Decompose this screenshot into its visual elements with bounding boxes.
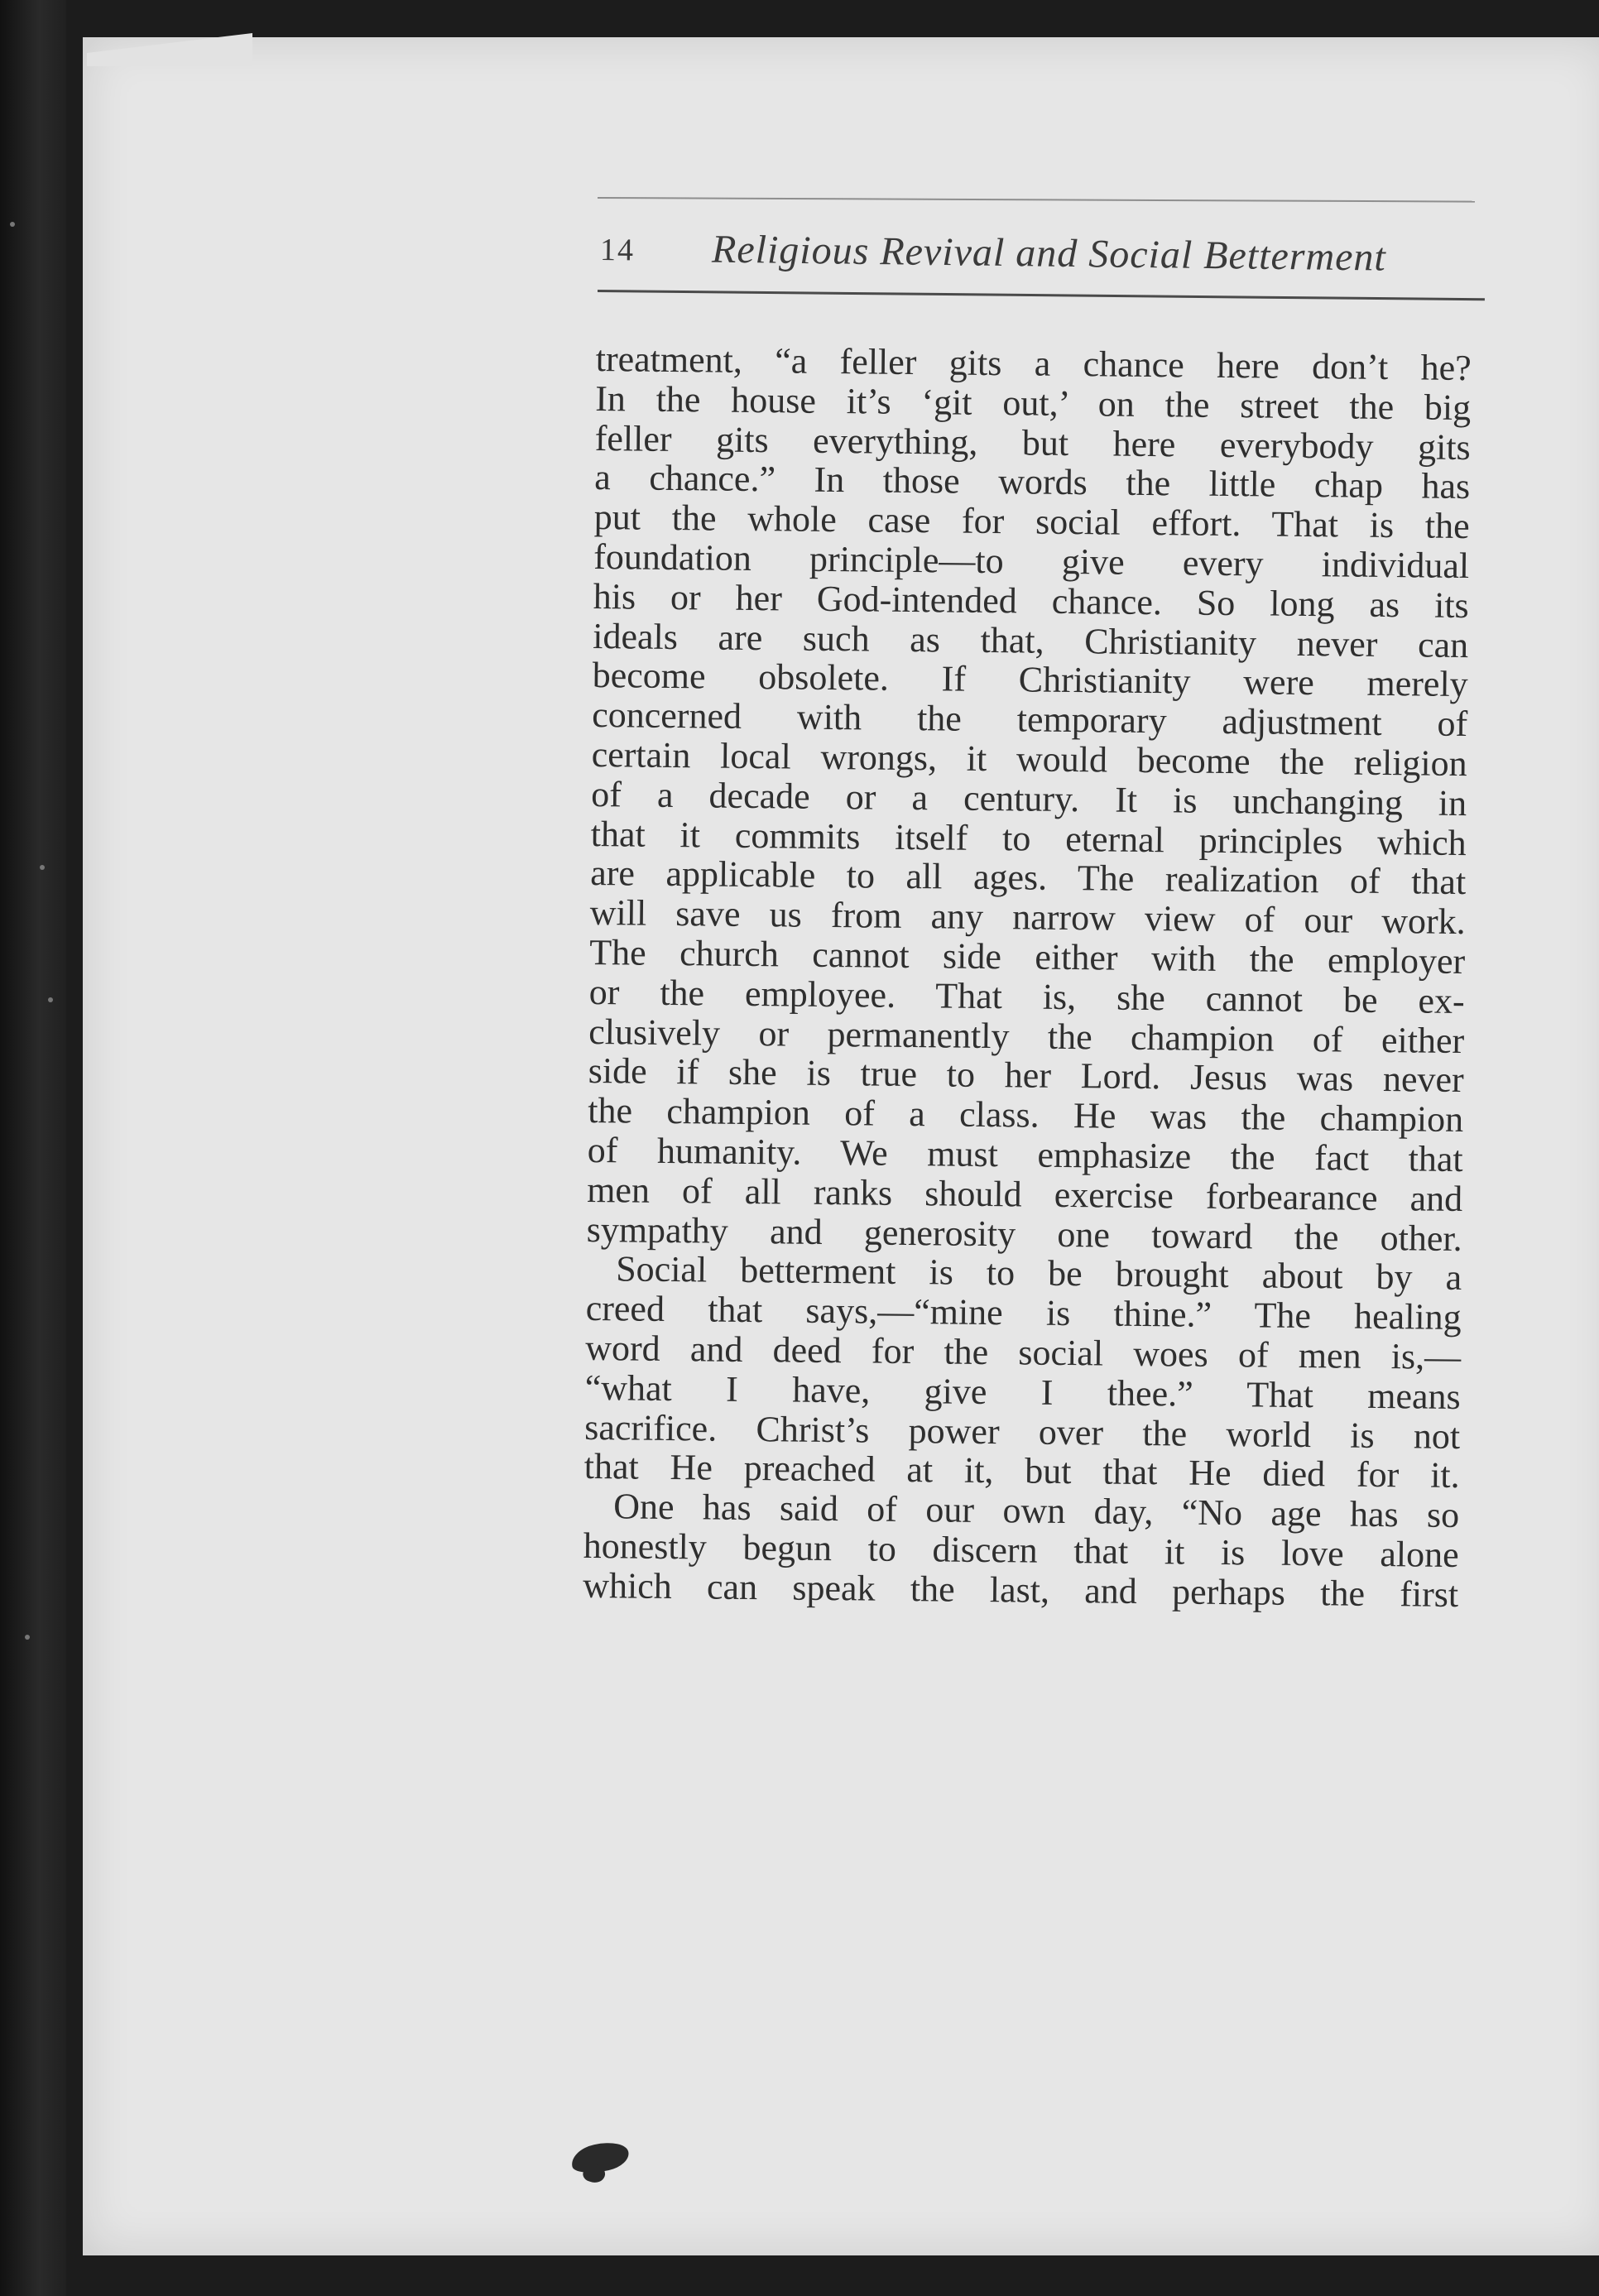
- text-line: put the whole case for social effort. That is the: [593, 497, 1470, 547]
- text-line: that He preached at it, but that He died for it.: [583, 1446, 1460, 1496]
- text-line: that it commits itself to eternal principles which: [590, 813, 1467, 863]
- text-line: word and deed for the social woes of men is,—: [584, 1327, 1462, 1377]
- text-line: clusively or permanently the champion of either: [588, 1011, 1465, 1061]
- text-line: become obsolete. If Christianity were merely: [592, 655, 1468, 705]
- text-line: concerned with the temporary adjustment of: [591, 694, 1468, 745]
- text-line: which can speak the last, and perhaps the first: [582, 1564, 1459, 1615]
- scan-speck: [40, 865, 45, 870]
- text-line: One has said of our own day, “No age has so: [612, 1486, 1460, 1536]
- body-text: [583, 339, 1472, 1614]
- text-line: Social betterment is to be brought about by a: [615, 1248, 1462, 1299]
- text-line: men of all ranks should exercise forbearance and: [586, 1169, 1463, 1219]
- running-title: Religious Revival and Social Betterment: [711, 227, 1387, 280]
- text-line: sacrifice. Christ’s power over the world is not: [583, 1406, 1461, 1457]
- text-line: feller gits everything, but here everybody gits: [594, 417, 1471, 468]
- text-line: or the employee. That is, she cannot be ex-: [588, 971, 1465, 1021]
- text-line: are applicable to all ages. The realization of that: [589, 853, 1467, 903]
- text-line: In the house it’s ‘git out,’ on the street the big: [594, 377, 1472, 428]
- page-number: 14: [599, 233, 636, 268]
- text-line: side if she is true to her Lord. Jesus was never: [588, 1050, 1464, 1101]
- text-line: sympathy and generosity one toward the other.: [586, 1208, 1462, 1259]
- text-line: creed that says,—“mine is thine.” The healing: [585, 1288, 1462, 1338]
- running-head: [600, 225, 1486, 294]
- text-line: honestly begun to discern that it is love alone: [583, 1525, 1459, 1575]
- scan-speck: [48, 997, 53, 1002]
- text-line: of humanity. We must emphasize the fact that: [587, 1129, 1463, 1179]
- text-line: the champion of a class. He was the champion: [587, 1090, 1464, 1141]
- text-line: will save us from any narrow view of our work.: [589, 892, 1466, 943]
- scan-speck: [25, 1635, 30, 1640]
- text-line: of a decade or a century. It is unchanging in: [590, 773, 1467, 824]
- text-line: foundation principle—to give every individual: [593, 536, 1470, 587]
- text-line: certain local wrongs, it would become the religion: [591, 733, 1467, 785]
- text-line: “what I have, give I thee.” That means: [584, 1367, 1461, 1417]
- scan-speck: [10, 222, 15, 227]
- text-line: The church cannot side either with the employer: [588, 931, 1466, 982]
- text-line: a chance.” In those words the little chap has: [593, 457, 1471, 507]
- text-line: treatment, “a feller gits a chance here don’t he?: [595, 339, 1472, 389]
- text-line: ideals are such as that, Christianity never can: [592, 615, 1469, 665]
- scan-edge: [0, 0, 66, 2296]
- text-line: his or her God-intended chance. So long as its: [593, 575, 1469, 626]
